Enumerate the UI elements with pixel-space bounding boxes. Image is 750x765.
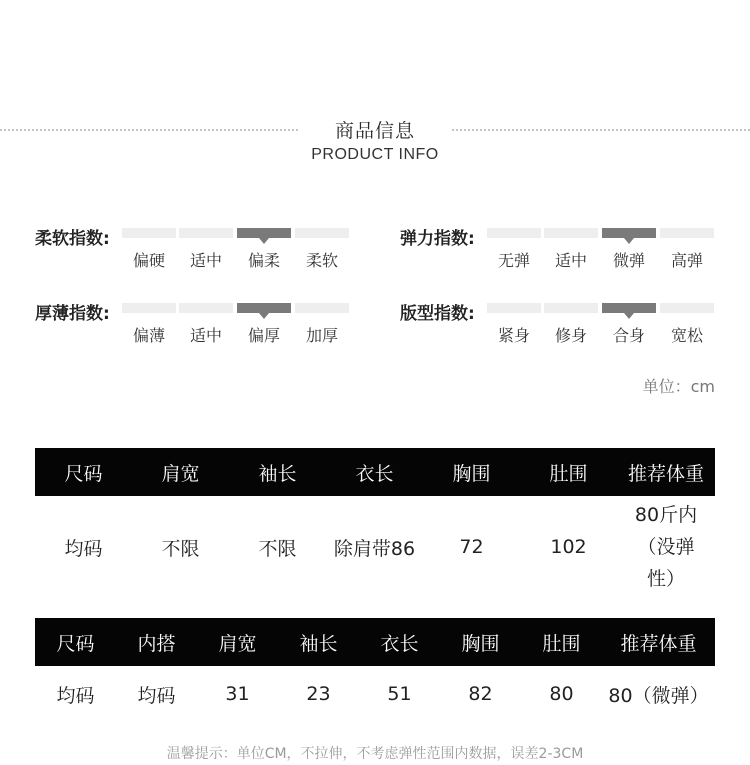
index-bar-segment	[544, 228, 598, 238]
index-option: 紧身	[497, 326, 530, 345]
section-subtitle: PRODUCT INFO	[311, 146, 439, 163]
index-option: 适中	[189, 326, 222, 345]
table-header-row	[35, 448, 715, 496]
index-label: 柔软指数:	[35, 229, 110, 249]
section-header	[0, 116, 750, 172]
cell-weight: 80斤内（没弹性）	[634, 504, 698, 590]
header-waist: 肚围	[520, 448, 617, 496]
index-bar-segment	[544, 303, 598, 313]
cell-sleeve: 23	[306, 683, 331, 705]
cell-sleeve: 不限	[258, 537, 297, 560]
index-option: 宽松	[670, 326, 703, 345]
index-bar-segment	[487, 228, 541, 238]
header-size: 尺码	[35, 618, 116, 666]
index-label: 版型指数:	[400, 304, 475, 324]
index-bar-segment	[122, 228, 176, 238]
header-size: 尺码	[35, 448, 132, 496]
cell-bust: 82	[468, 683, 493, 705]
index-bar-segment	[660, 228, 714, 238]
cell-inner: 均码	[137, 684, 176, 707]
pointer-icon	[259, 238, 269, 244]
index-option: 适中	[554, 251, 587, 270]
index-bar-segment	[660, 303, 714, 313]
table-row	[35, 496, 715, 598]
index-bar-segment-selected	[602, 228, 656, 238]
elasticity-index	[400, 224, 730, 274]
index-label: 厚薄指数:	[35, 304, 110, 324]
cell-size: 均码	[56, 684, 95, 707]
cell-length: 除肩带86	[333, 537, 416, 560]
table-header-row	[35, 618, 715, 666]
section-title: 商品信息	[334, 120, 415, 142]
index-option: 柔软	[305, 251, 338, 270]
cell-length: 51	[387, 683, 412, 705]
index-bar-segment-selected	[237, 228, 291, 238]
fit-index	[400, 299, 730, 349]
cell-shoulder: 31	[225, 683, 250, 705]
cell-waist: 102	[550, 536, 587, 558]
cell-size: 均码	[64, 537, 103, 560]
index-option-selected: 偏柔	[247, 251, 280, 270]
pointer-icon	[259, 313, 269, 319]
index-option: 高弹	[670, 251, 703, 270]
header-inner: 内搭	[116, 618, 197, 666]
cell-shoulder: 不限	[161, 537, 200, 560]
unit-label: 单位：cm	[642, 377, 715, 396]
size-table-2	[35, 618, 715, 722]
index-option-selected: 合身	[612, 326, 645, 345]
size-table-1	[35, 448, 715, 598]
header-weight: 推荐体重	[602, 618, 715, 666]
index-bar-segment	[179, 228, 233, 238]
index-bar-segment-selected	[602, 303, 656, 313]
cell-waist: 80	[549, 683, 574, 705]
index-bar-segment	[122, 303, 176, 313]
index-option-selected: 微弹	[612, 251, 645, 270]
index-option: 适中	[189, 251, 222, 270]
pointer-icon	[624, 238, 634, 244]
header-sleeve: 袖长	[278, 618, 359, 666]
header-length: 衣长	[359, 618, 440, 666]
index-option: 加厚	[305, 326, 338, 345]
index-bar-segment	[295, 228, 349, 238]
index-option: 偏薄	[132, 326, 165, 345]
index-bar-segment-selected	[237, 303, 291, 313]
header-weight: 推荐体重	[617, 448, 715, 496]
header-length: 衣长	[326, 448, 423, 496]
index-option: 无弹	[497, 251, 530, 270]
index-bar-segment	[487, 303, 541, 313]
softness-index	[35, 224, 365, 274]
index-option-selected: 偏厚	[247, 326, 280, 345]
header-bust: 胸围	[423, 448, 520, 496]
header-sleeve: 袖长	[229, 448, 326, 496]
pointer-icon	[624, 313, 634, 319]
header-waist: 肚围	[521, 618, 602, 666]
header-bust: 胸围	[440, 618, 521, 666]
footnote: 温馨提示：单位CM，不拉伸，不考虑弹性范围内数据，误差2-3CM	[166, 746, 584, 762]
header-shoulder: 肩宽	[197, 618, 278, 666]
index-option: 修身	[554, 326, 587, 345]
header-shoulder: 肩宽	[132, 448, 229, 496]
index-bar-segment	[179, 303, 233, 313]
table-row	[35, 666, 715, 722]
index-label: 弹力指数:	[400, 229, 475, 249]
thickness-index	[35, 299, 365, 349]
index-option: 偏硬	[132, 251, 165, 270]
cell-weight: 80（微弹）	[608, 684, 709, 707]
index-bar-segment	[295, 303, 349, 313]
cell-bust: 72	[459, 536, 484, 558]
